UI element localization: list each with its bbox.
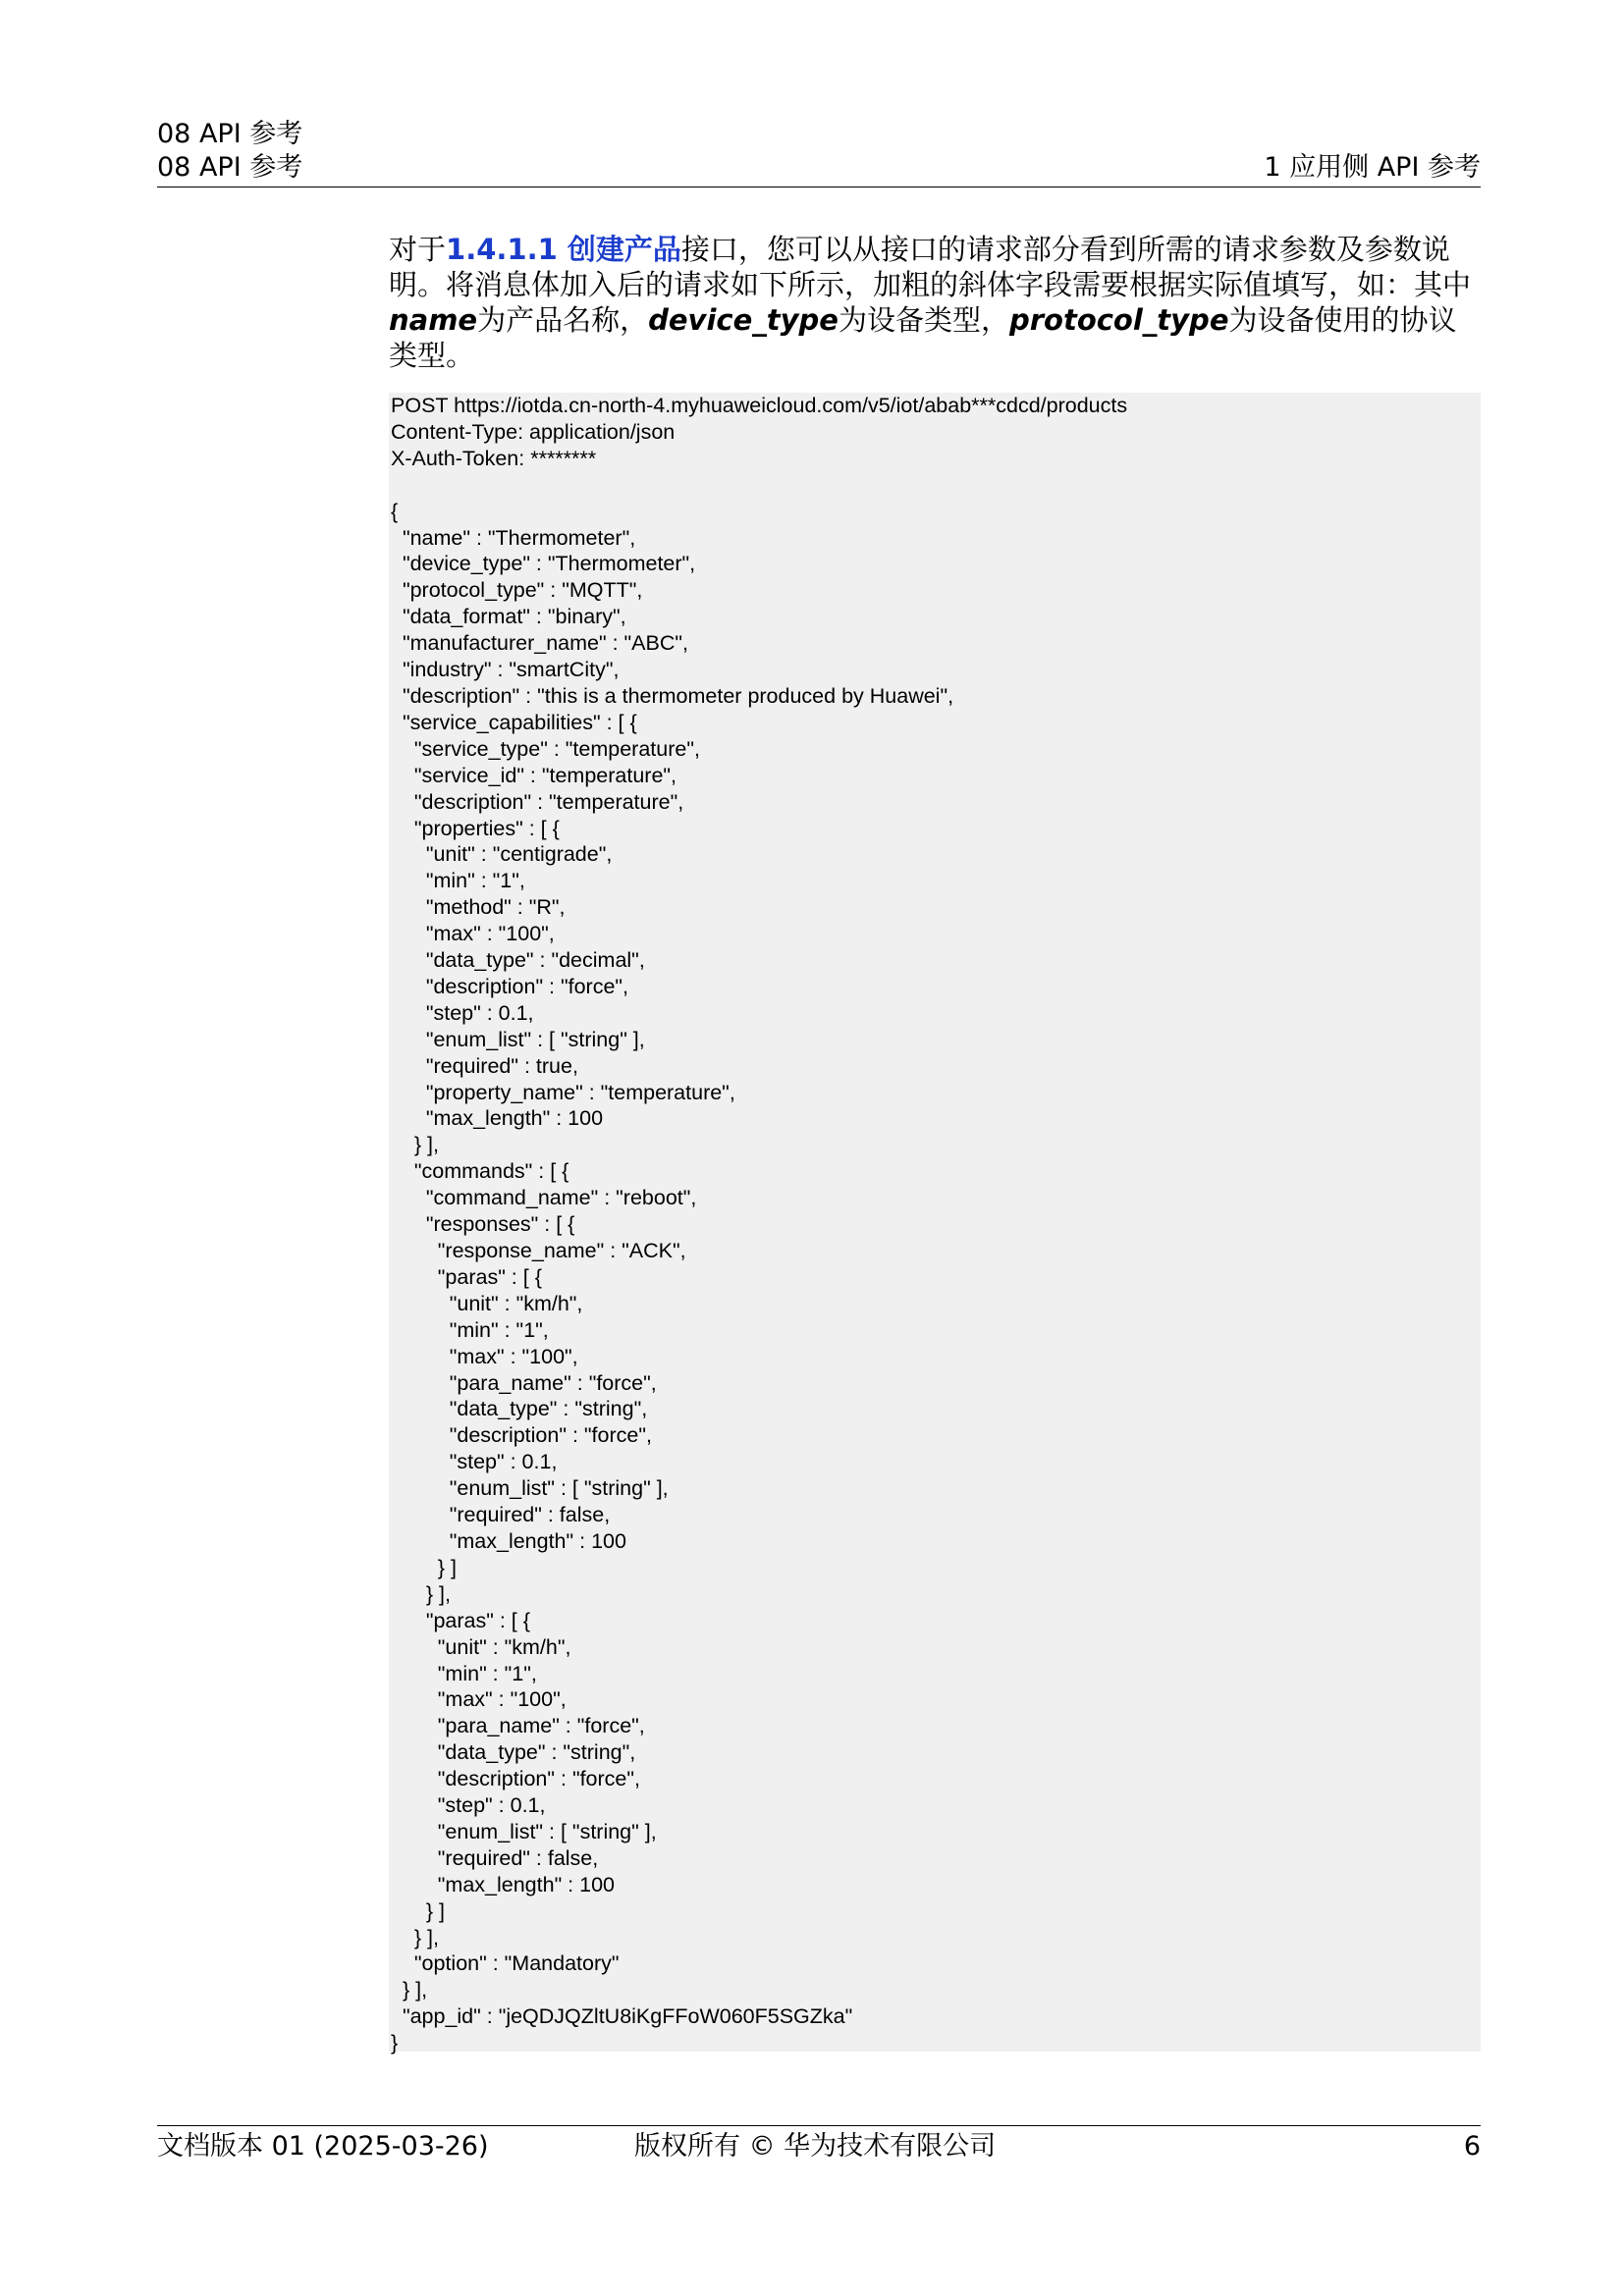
intro-paragraph: [389, 232, 1481, 373]
code-block: [389, 393, 1481, 2056]
code-line: "para_name" : "force",: [391, 1370, 657, 1395]
field-device-type: device_type: [648, 303, 839, 337]
code-line: "required" : false,: [391, 1845, 599, 1870]
code-line: "max_length" : 100: [391, 1106, 604, 1131]
code-line: "unit" : "km/h",: [391, 1634, 571, 1659]
code-line: "max" : "100",: [391, 1344, 578, 1368]
code-line: {: [391, 499, 399, 523]
code-line: "max" : "100",: [391, 922, 555, 946]
code-line: Content-Type: application/json: [391, 419, 676, 444]
code-line: "max" : "100",: [391, 1687, 567, 1712]
code-line: "description" : "this is a thermometer produced by Huawei",: [391, 683, 954, 708]
code-line: "name" : "Thermometer",: [391, 525, 636, 550]
code-line: } ],: [391, 1133, 439, 1157]
code-line: }: [391, 2031, 399, 2056]
code-line: "data_type" : "string",: [391, 1397, 648, 1421]
code-line: "min" : "1",: [391, 1661, 537, 1685]
code-line: "commands" : [ {: [391, 1159, 569, 1184]
code-line: } ],: [391, 1925, 439, 1949]
code-line: "service_capabilities" : [ {: [391, 710, 637, 734]
code-line: "min" : "1",: [391, 869, 525, 893]
code-line: "property_name" : "temperature",: [391, 1080, 735, 1104]
code-line: "method" : "R",: [391, 895, 566, 920]
code-line: "manufacturer_name" : "ABC",: [391, 631, 688, 656]
code-line: X-Auth-Token: ********: [391, 446, 597, 470]
code-line: "para_name" : "force",: [391, 1714, 645, 1738]
intro-text: 为产品名称，: [477, 303, 649, 337]
code-line: "data_format" : "binary",: [391, 605, 626, 629]
code-line: "device_type" : "Thermometer",: [391, 552, 696, 576]
intro-text: 对于: [389, 233, 447, 266]
code-line: "enum_list" : [ "string" ],: [391, 1027, 645, 1051]
intro-text: 为设备使用的协议类型。: [389, 303, 1457, 372]
code-line: "enum_list" : [ "string" ],: [391, 1819, 657, 1843]
code-line: "min" : "1",: [391, 1317, 549, 1342]
code-line: } ]: [391, 1898, 445, 1923]
code-line: POST https://iotda.cn-north-4.myhuaweicloud.com/v5/iot/abab***cdcd/products: [391, 394, 1128, 417]
code-line: "unit" : "centigrade",: [391, 842, 613, 867]
request-code: [389, 393, 1481, 2056]
code-line: "required" : true,: [391, 1053, 578, 1078]
code-line: "app_id" : "jeQDJQZltU8iKgFFoW060F5SGZka": [391, 2004, 853, 2029]
intro-text: 为设备类型，: [838, 303, 1009, 337]
code-line: "protocol_type" : "MQTT",: [391, 578, 643, 603]
code-line: "responses" : [ {: [391, 1212, 575, 1237]
code-line: "paras" : [ {: [391, 1608, 530, 1632]
code-line: "description" : "force",: [391, 974, 629, 998]
code-line: "response_name" : "ACK",: [391, 1239, 686, 1262]
code-line: "description" : "force",: [391, 1767, 640, 1791]
code-line: "command_name" : "reboot",: [391, 1186, 697, 1210]
footer-page-number: 6: [1463, 2131, 1481, 2162]
footer-doc-version: 文档版本 01 (2025-03-26): [157, 2131, 489, 2162]
code-line: "properties" : [ {: [391, 816, 560, 840]
code-line: "step" : 0.1,: [391, 1793, 546, 1818]
code-line: "step" : 0.1,: [391, 1000, 534, 1025]
code-line: "industry" : "smartCity",: [391, 658, 620, 682]
code-line: "max_length" : 100: [391, 1528, 626, 1553]
field-name: name: [389, 303, 478, 337]
code-line: "description" : "temperature",: [391, 789, 684, 814]
code-line: "option" : "Mandatory": [391, 1951, 620, 1976]
code-line: } ],: [391, 1978, 428, 2002]
code-line: "data_type" : "string",: [391, 1740, 636, 1765]
header-doc-title: 08 API 参考: [157, 119, 303, 149]
code-line: "paras" : [ {: [391, 1264, 542, 1289]
code-line: "data_type" : "decimal",: [391, 948, 645, 973]
code-line: "enum_list" : [ "string" ],: [391, 1476, 669, 1501]
header-chapter-title: 1 应用侧 API 参考: [1264, 152, 1481, 183]
code-line: "required" : false,: [391, 1503, 611, 1527]
code-line: "max_length" : 100: [391, 1872, 615, 1896]
intro-text: 接口，您可以从接口的请求部分看到所需的请求参数及参数说明。将消息体加入后的请求如下所示，加粗的斜体字段需要根据实际值填写，如：其中: [389, 233, 1472, 301]
code-line: "service_id" : "temperature",: [391, 763, 677, 787]
create-product-link[interactable]: 1.4.1.1 创建产品: [446, 233, 681, 266]
code-line: "description" : "force",: [391, 1423, 652, 1448]
footer-divider: [157, 2125, 1481, 2126]
field-protocol-type: protocol_type: [1008, 303, 1229, 337]
code-line: "step" : 0.1,: [391, 1450, 558, 1474]
code-line: "unit" : "km/h",: [391, 1291, 583, 1315]
footer-copyright: 版权所有 © 华为技术有限公司: [634, 2131, 997, 2162]
header-section-title: 08 API 参考: [157, 152, 303, 183]
code-line: "service_type" : "temperature",: [391, 736, 700, 761]
code-line: } ],: [391, 1581, 451, 1606]
code-line: } ]: [391, 1555, 457, 1579]
